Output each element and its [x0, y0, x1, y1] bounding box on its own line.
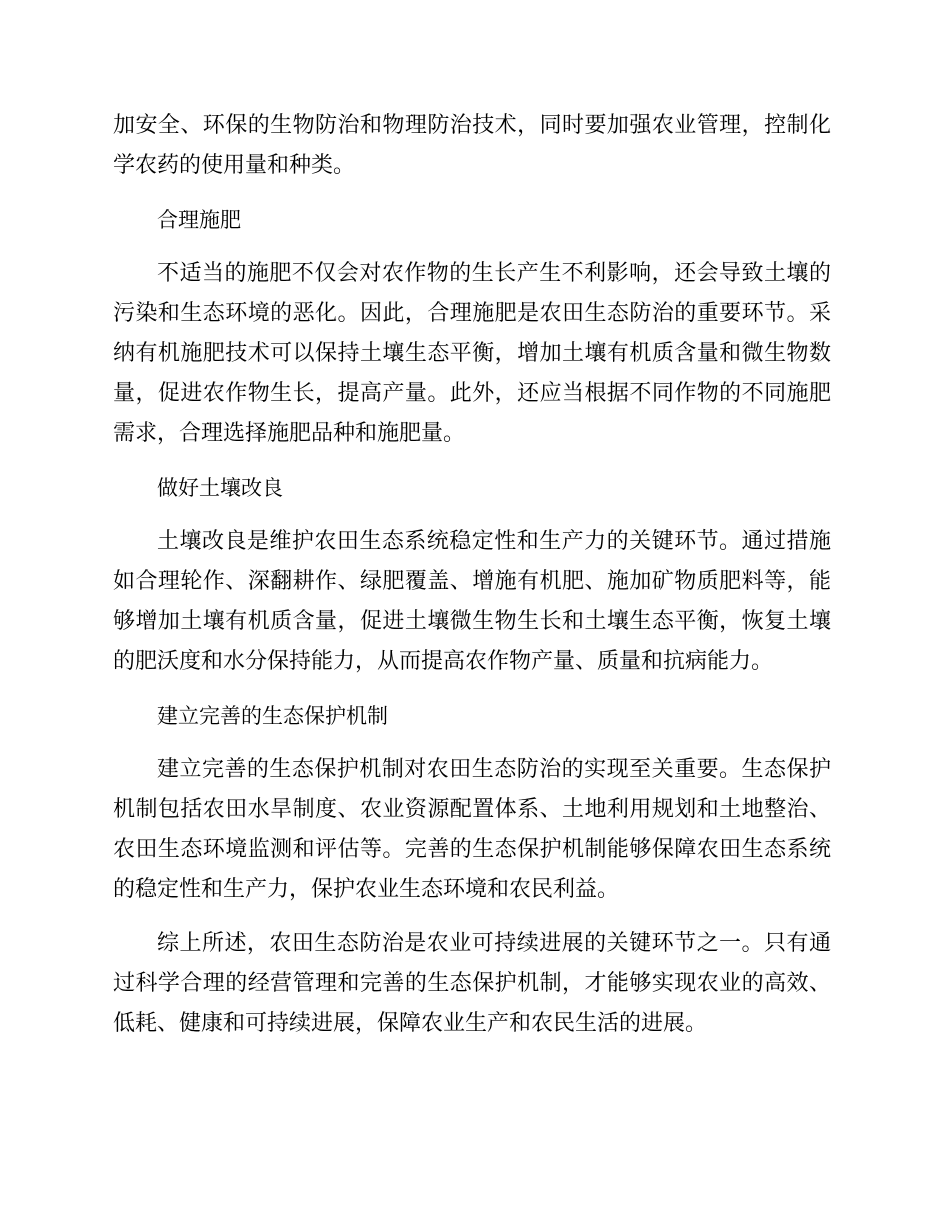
document-page — [113, 106, 831, 1044]
section-body-fertilization: 不适当的施肥不仅会对农作物的生长产生不利影响，还会导致土壤的污染和生态环境的恶化。因此，合理施肥是农田生态防治的重要环节。采纳有机施肥技术可以保持土壤生态平衡，增加土壤有机质含量和微生物数量，促进农作物生长，提高产量。此外，还应当根据不同作物的不同施肥需求，合理选择施肥品种和施肥量。 — [113, 261, 831, 446]
section-body-soil-improvement: 土壤改良是维护农田生态系统稳定性和生产力的关键环节。通过措施如合理轮作、深翻耕作、绿肥覆盖、增施有机肥、施加矿物质肥料等，能够增加土壤有机质含量，促进土壤微生物生长和土壤生态平衡，恢复土壤的肥沃度和水分保持能力，从而提高农作物产量、质量和抗病能力。 — [113, 529, 831, 674]
conclusion-paragraph: 综上所述，农田生态防治是农业可持续进展的关键环节之一。只有通过科学合理的经营管理和完善的生态保护机制，才能够实现农业的高效、低耗、健康和可持续进展，保障农业生产和农民生活的进展。 — [113, 931, 831, 1036]
section-heading-fertilization: 合理施肥 — [157, 208, 241, 232]
intro-continuation-paragraph: 加安全、环保的生物防治和物理防治技术，同时要加强农业管理，控制化学农药的使用量和种类。 — [113, 113, 831, 178]
section-heading-protection-mechanism: 建立完善的生态保护机制 — [157, 704, 388, 728]
section-body-protection-mechanism: 建立完善的生态保护机制对农田生态防治的实现至关重要。生态保护机制包括农田水旱制度、农业资源配置体系、土地利用规划和土地整治、农田生态环境监测和评估等。完善的生态保护机制能够保障农田生态系统的稳定性和生产力，保护农业生态环境和农民利益。 — [113, 757, 831, 902]
section-heading-soil-improvement: 做好土壤改良 — [157, 476, 283, 500]
